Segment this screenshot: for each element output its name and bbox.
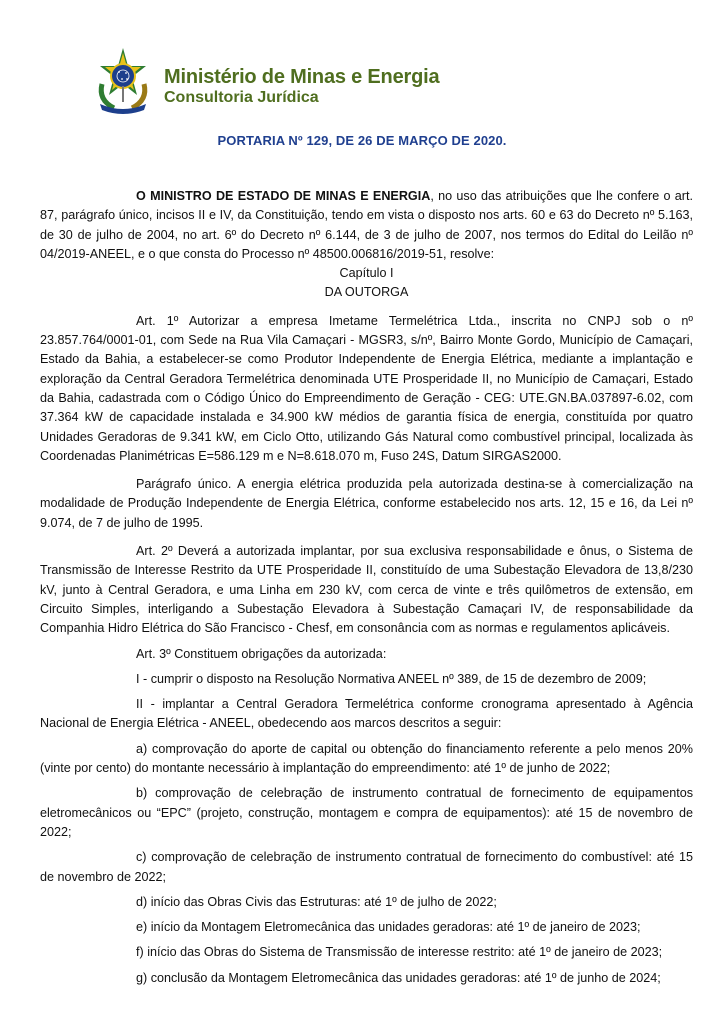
item-b: b) comprovação de celebração de instrumento contratual de fornecimento de equipamentos eletromecânicos ou “EPC” (projeto, construção, montagem e compra de equipamentos): até 15 de novembro de 2022; [40, 786, 693, 839]
article-1: Art. 1º Autorizar a empresa Imetame Termelétrica Ltda., inscrita no CNPJ sob o nº 23.857.764/0001-01, com Sede na Rua Vila Camaçari - MGSR3, s/nº, Bairro Monte Gordo, Município de Camaçari, Estado da Bahia, a estabelecer-se como Produtor Independente de Energia Elétrica, mediante a implantação e exploração da Central Geradora Termelétrica denominada UTE Prosperidade II, no Município de Camaçari, Estado da Bahia, cadastrada com o Código Único do Empreendimento de Geração - CEG: UTE.GN.BA.037897-6.02, com 37.364 kW de capacidade instalada e 34.900 kW médios de garantia física de energia, constituída por quatro Unidades Geradoras de 9.341 kW, em Ciclo Otto, utilizando Gás Natural como combustível principal, localizada às Coordenadas Planimétricas E=586.129 m e N=8.618.070 m, Fuso 24S, Datum SIRGAS2000. [40, 313, 693, 463]
department-name: Consultoria Jurídica [164, 89, 319, 106]
preamble-lead: O MINISTRO DE ESTADO DE MINAS E ENERGIA [136, 189, 431, 203]
organization [164, 65, 439, 107]
preamble-text: , no uso das atribuições que lhe confere o art. 87, parágrafo único, incisos II e IV, da Constituição, tendo em vista o disposto nos arts. 60 e 63 do Decreto nº 5.163, de 30 de julho de 2004, no art. 6º do Decreto nº 6.144, de 3 de julho de 2007, nos termos do Edital do Leilão nº 04/2019-ANEEL, e o que consta do Processo nº 48500.006816/2019-51, resolve: [40, 189, 693, 261]
chapter-name: DA OUTORGA [324, 285, 409, 300]
article-2: Art. 2º Deverá a autorizada implantar, por sua exclusiva responsabilidade e ônus, o Sistema de Transmissão de Interesse Restrito da UTE Prosperidade II, constituído de uma Subestação Elevadora de 13,8/230 kV, junto à Central Geradora, e uma Linha em 230 kV, com cerca de vinte e três quilômetros de extensão, em Circuito Simples, interligando a Subestação Elevadora à Subestação Camaçari IV, de responsabilidade da Companhia Hidro Elétrica do São Francisco - Chesf, em consonância com as normas e regulamentos aplicáveis. [40, 544, 693, 636]
item-c: c) comprovação de celebração de instrumento contratual de fornecimento do combustível: até 15 de novembro de 2022; [40, 850, 693, 884]
item-f: f) início das Obras do Sistema de Transmissão de interesse restrito: até 1º de janeiro de 2023; [136, 945, 663, 960]
article-3: Art. 3º Constituem obrigações da autorizada: [136, 646, 387, 661]
letterhead [92, 46, 692, 116]
document-title: PORTARIA Nº 129, DE 26 DE MARÇO DE 2020. [217, 133, 507, 148]
item-i: I - cumprir o disposto na Resolução Normativa ANEEL nº 389, de 15 de dezembro de 2009; [136, 671, 647, 686]
document-body [40, 187, 693, 988]
item-ii: II - implantar a Central Geradora Termelétrica conforme cronograma apresentado à Agência Nacional de Energia Elétrica - ANEEL, obedecendo aos marcos descritos a seguir: [40, 697, 693, 731]
sole-paragraph: Parágrafo único. A energia elétrica produzida pela autorizada destina-se à comercialização na modalidade de Produção Independente de Energia Elétrica, conforme estabelecido nos arts. 12, 15 e 16, da Lei nº 9.074, de 7 de julho de 1995. [40, 477, 693, 530]
item-e: e) início da Montagem Eletromecânica das unidades geradoras: até 1º de janeiro de 2023; [136, 920, 641, 935]
brazil-coat-of-arms-icon [92, 46, 154, 114]
item-a: a) comprovação do aporte de capital ou obtenção do financiamento referente a pelo menos 20% (vinte por cento) do montante necessário à implantação do empreendimento: até 1º de junho de 2022; [40, 741, 693, 776]
chapter-number: Capítulo I [339, 266, 394, 281]
preamble [40, 187, 693, 264]
ministry-name: Ministério de Minas e Energia [164, 66, 440, 88]
item-g: g) conclusão da Montagem Eletromecânica das unidades geradoras: até 1º de junho de 2024; [136, 970, 661, 985]
item-d: d) início das Obras Civis das Estruturas: até 1º de julho de 2022; [136, 894, 497, 909]
